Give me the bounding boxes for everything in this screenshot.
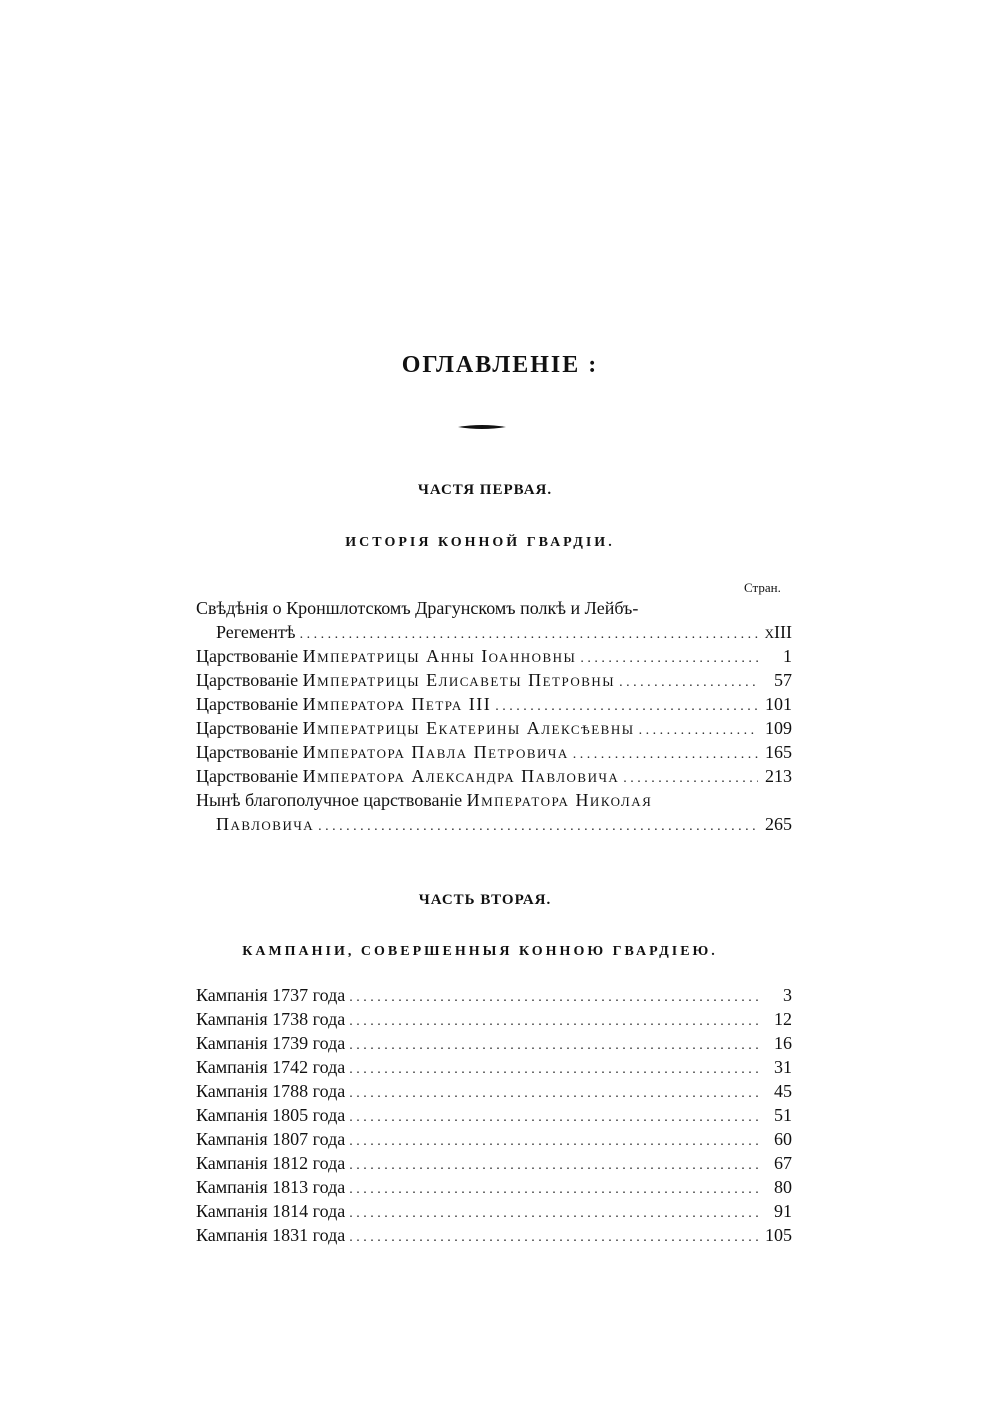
- toc-page-number: xIII: [764, 622, 792, 642]
- toc-page-number: 57: [774, 670, 792, 690]
- toc-entry-title: Кампанія 1814 года: [196, 1201, 346, 1221]
- dot-leader: [349, 1178, 758, 1202]
- part1-title: ЧАСТЯ ПЕРВАЯ.: [417, 482, 553, 498]
- dot-leader: [318, 815, 758, 839]
- toc-page-number: 101: [765, 694, 792, 714]
- toc-entry-name: Императора Александра Павловича: [302, 766, 620, 786]
- part2-title: ЧАСТЬ ВТОРАЯ.: [418, 892, 552, 908]
- toc-entry: [196, 1007, 792, 1031]
- toc-entry-title: Нынѣ благополучное царствованіе: [196, 790, 467, 810]
- toc-entry-title: Свѣдѣнія о Кроншлотскомъ Драгунскомъ полкѣ и Лейбъ-: [196, 598, 639, 618]
- toc-entry-title: Регементѣ: [216, 622, 296, 642]
- toc-page-number: 60: [774, 1129, 792, 1149]
- toc-page-number: 109: [765, 718, 792, 738]
- toc-entry-name: Императора Петра III: [302, 694, 492, 714]
- toc-part2: [196, 983, 792, 1247]
- toc-entry-title: Кампанія 1813 года: [196, 1177, 346, 1197]
- dot-leader: [349, 1154, 758, 1178]
- toc-entry-name: Императрицы Елисаветы Петровны: [302, 670, 616, 690]
- toc-entry: [196, 812, 792, 836]
- toc-entry: [196, 668, 792, 692]
- toc-entry: [196, 1031, 792, 1055]
- toc-entry-name: Императора Павла Петровича: [302, 742, 569, 762]
- toc-page-number: 12: [774, 1009, 792, 1029]
- toc-entry: [196, 740, 792, 764]
- toc-entry-title: Кампанія 1742 года: [196, 1057, 346, 1077]
- toc-page-number: 31: [774, 1057, 792, 1077]
- toc-entry-title: Царствованіе: [196, 694, 303, 714]
- toc-page-number: 51: [774, 1105, 792, 1125]
- dot-leader: [349, 1010, 758, 1034]
- toc-entry: [196, 1079, 792, 1103]
- toc-entry: [196, 644, 792, 668]
- dot-leader: [349, 986, 758, 1010]
- toc-entry: [196, 716, 792, 740]
- toc-page-number: 165: [765, 742, 792, 762]
- toc-entry-name: Императрицы Анны Іоанновны: [302, 646, 577, 666]
- toc-entry: [196, 1175, 792, 1199]
- toc-entry-title: Кампанія 1807 года: [196, 1129, 346, 1149]
- toc-entry-title: Кампанія 1738 года: [196, 1009, 346, 1029]
- toc-entry: [196, 1151, 792, 1175]
- toc-entry-line: [196, 788, 792, 812]
- toc-entry-title: Царствованіе: [196, 742, 303, 762]
- dot-leader: [349, 1130, 758, 1154]
- toc-page-number: 3: [783, 985, 792, 1005]
- dot-leader: [349, 1106, 758, 1130]
- page-column-label: Стран.: [744, 580, 781, 595]
- dot-leader: [349, 1034, 758, 1058]
- toc-page-number: 1: [783, 646, 792, 666]
- toc-entry: [196, 1103, 792, 1127]
- toc-page-number: 265: [765, 814, 792, 834]
- toc-entry-title: Кампанія 1805 года: [196, 1105, 346, 1125]
- toc-entry-title: Царствованіе: [196, 646, 303, 666]
- toc-entry: [196, 1199, 792, 1223]
- page-title: ОГЛАВЛЕНIЕ :: [401, 352, 599, 378]
- toc-page-number: 67: [774, 1153, 792, 1173]
- toc-entry-title: Кампанія 1737 года: [196, 985, 346, 1005]
- toc-entry-title: Кампанія 1812 года: [196, 1153, 346, 1173]
- toc-entry-name: Императрицы Екатерины Алексѣевны: [302, 718, 635, 738]
- toc-entry-name: Павловича: [216, 814, 315, 834]
- toc-page-number: 80: [774, 1177, 792, 1197]
- toc-entry: [196, 764, 792, 788]
- dot-leader: [639, 719, 758, 743]
- toc-entry-line: [196, 596, 792, 620]
- toc-entry-title: Царствованіе: [196, 670, 303, 690]
- toc-entry-title: Кампанія 1788 года: [196, 1081, 346, 1101]
- dot-leader: [619, 671, 758, 695]
- toc-page-number: 213: [765, 766, 792, 786]
- toc-part1: [196, 596, 792, 836]
- dot-leader: [349, 1226, 758, 1250]
- toc-entry-title: Кампанія 1739 года: [196, 1033, 346, 1053]
- title-ornament: [458, 424, 506, 430]
- toc-entry: [196, 620, 792, 644]
- toc-entry-name: Императора Николая: [466, 790, 653, 810]
- dot-leader: [349, 1202, 758, 1226]
- toc-entry-title: Царствованіе: [196, 766, 303, 786]
- toc-page-number: 45: [774, 1081, 792, 1101]
- part2-subtitle: КАМПАНIИ, СОВЕРШЕННЫЯ КОННОЮ ГВАРДIЕЮ.: [242, 944, 718, 959]
- toc-page-number: 16: [774, 1033, 792, 1053]
- toc-entry: [196, 983, 792, 1007]
- toc-entry: [196, 692, 792, 716]
- toc-entry: [196, 1127, 792, 1151]
- part1-subtitle: ИСТОРIЯ КОННОЙ ГВАРДIИ.: [345, 535, 615, 550]
- toc-page-number: 105: [765, 1225, 792, 1245]
- toc-entry: [196, 1223, 792, 1247]
- toc-entry-title: Кампанія 1831 года: [196, 1225, 346, 1245]
- dot-leader: [349, 1082, 758, 1106]
- toc-entry-title: Царствованіе: [196, 718, 303, 738]
- dot-leader: [349, 1058, 758, 1082]
- toc-entry: [196, 1055, 792, 1079]
- toc-page-number: 91: [774, 1201, 792, 1221]
